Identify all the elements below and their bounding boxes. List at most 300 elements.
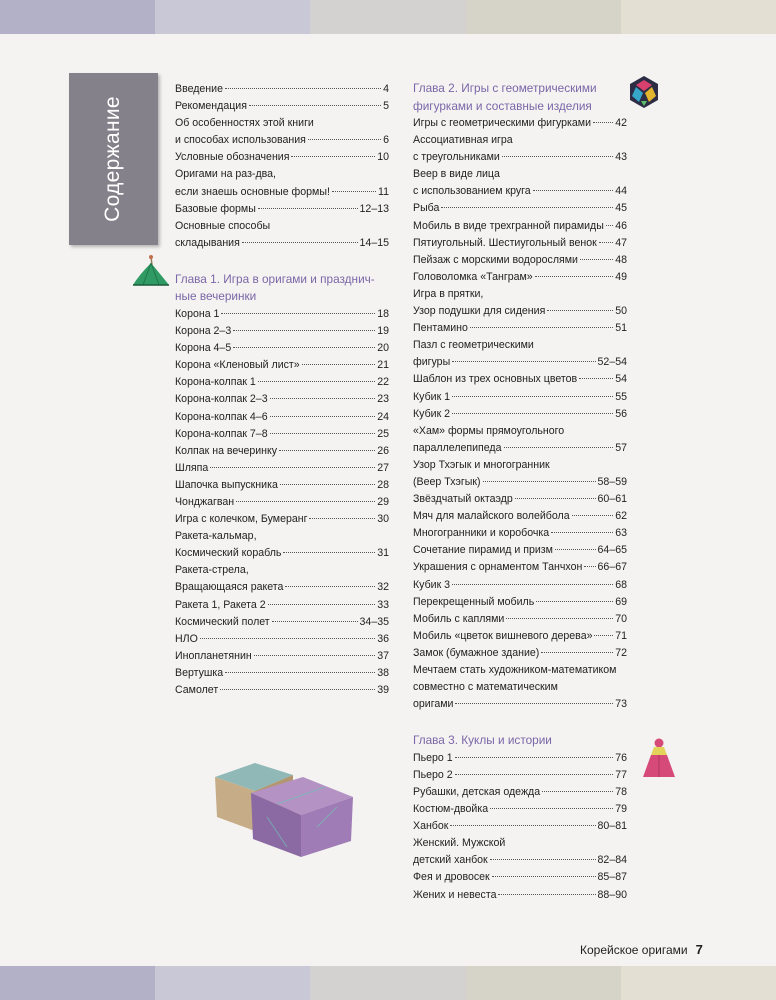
toc-entry-page: 42 bbox=[615, 117, 627, 129]
toc-entry-title: Фея и дровосек bbox=[413, 871, 490, 884]
toc-entry-title: «Хам» формы прямоугольного bbox=[413, 424, 565, 437]
toc-leader-dots bbox=[452, 396, 613, 397]
toc-entry-title: Мечтаем стать художником-математиком bbox=[413, 664, 617, 676]
chapter-heading-line: Глава 1. Игра в оригами и празднич- bbox=[175, 271, 375, 286]
toc-entry-title: Инопланетянин bbox=[175, 649, 252, 662]
toc-entry bbox=[413, 406, 627, 423]
toc-entry bbox=[175, 443, 389, 460]
toc-entry-title: Чонджагван bbox=[175, 495, 235, 508]
toc-entry bbox=[413, 286, 627, 303]
toc-leader-dots bbox=[542, 791, 613, 792]
toc-leader-dots bbox=[270, 433, 376, 434]
toc-leader-dots bbox=[504, 447, 614, 448]
chapter2-list bbox=[413, 115, 627, 713]
toc-entry-title: Ракета-стрела, bbox=[175, 564, 249, 577]
toc-entry bbox=[413, 887, 627, 904]
toc-entry-page: 28 bbox=[377, 478, 389, 491]
footer-book-title: Корейское оригами bbox=[580, 943, 688, 957]
toc-entry-title: Кубик 1 bbox=[413, 390, 451, 403]
toc-entry bbox=[413, 594, 627, 611]
toc-leader-dots bbox=[450, 825, 595, 826]
toc-entry-page: 33 bbox=[377, 598, 389, 611]
toc-leader-dots bbox=[579, 378, 613, 379]
toc-entry-page: 36 bbox=[377, 632, 389, 645]
toc-leader-dots bbox=[200, 638, 375, 639]
toc-leader-dots bbox=[470, 327, 613, 328]
chapter1-list bbox=[175, 306, 389, 699]
toc-entry bbox=[413, 320, 627, 337]
toc-entry-title: Вращающаяся ракета bbox=[175, 581, 284, 594]
toc-entry-page: 64–65 bbox=[597, 544, 627, 557]
toc-entry-page: 47 bbox=[615, 236, 627, 249]
toc-entry-title: Базовые формы bbox=[175, 202, 256, 215]
toc-entry-title: Многогранники и коробочка bbox=[413, 527, 550, 540]
chapter3-list bbox=[413, 750, 627, 904]
toc-entry-page: 69 bbox=[615, 595, 627, 608]
toc-entry-title: Пейзаж с морскими водорослями bbox=[413, 253, 578, 266]
toc-leader-dots bbox=[452, 413, 613, 414]
toc-leader-dots bbox=[594, 635, 613, 636]
toc-entry bbox=[175, 614, 389, 631]
toc-leader-dots bbox=[220, 689, 375, 690]
chapter-heading-line: ные вечеринки bbox=[175, 289, 257, 304]
toc-leader-dots bbox=[279, 450, 375, 451]
toc-entry-page: 57 bbox=[615, 441, 627, 454]
toc-entry-page: 82–84 bbox=[597, 854, 627, 867]
toc-leader-dots bbox=[541, 652, 613, 653]
toc-entry-title: с треугольниками bbox=[413, 151, 500, 164]
toc-entry-page: 31 bbox=[377, 547, 389, 560]
toc-leader-dots bbox=[593, 122, 613, 123]
toc-entry-page: 30 bbox=[377, 513, 389, 526]
toc-entry-title: Корона-колпак 1 bbox=[175, 376, 256, 389]
toc-entry bbox=[175, 166, 389, 183]
chapter1-heading bbox=[175, 271, 389, 306]
toc-entry bbox=[413, 835, 627, 852]
toc-entry-page: 44 bbox=[615, 185, 627, 198]
toc-entry-title: Узор Тхэгык и многогранник bbox=[413, 458, 550, 471]
toc-leader-dots bbox=[502, 156, 613, 157]
toc-entry-title: Корона-колпак 7–8 bbox=[175, 427, 268, 440]
toc-entry-title: НЛО bbox=[175, 632, 198, 645]
toc-entry bbox=[413, 542, 627, 559]
toc-leader-dots bbox=[242, 242, 358, 243]
toc-entry-page: 5 bbox=[383, 100, 389, 113]
toc-entry bbox=[175, 98, 389, 115]
toc-entry-title: и способах использования bbox=[175, 134, 306, 147]
toc-entry-title: Ракета-кальмар, bbox=[175, 530, 257, 543]
bottom-color-strip bbox=[0, 966, 776, 1000]
toc-entry-title: Пазл с геометрическими bbox=[413, 339, 534, 352]
toc-entry bbox=[175, 306, 389, 323]
chapter-heading-line: фигурками и составные изделия bbox=[413, 98, 592, 113]
toc-entry-page: 23 bbox=[377, 393, 389, 406]
toc-entry bbox=[175, 631, 389, 648]
contents-title: Содержание bbox=[101, 96, 124, 222]
toc-leader-dots bbox=[308, 139, 381, 140]
toc-entry-title: Замок (бумажное здание) bbox=[413, 646, 540, 659]
toc-entry bbox=[413, 115, 627, 132]
toc-entry-page: 52–54 bbox=[597, 356, 627, 369]
toc-entry-page: 85–87 bbox=[597, 871, 627, 884]
toc-entry bbox=[175, 426, 389, 443]
toc-entry-page: 24 bbox=[377, 410, 389, 423]
toc-leader-dots bbox=[455, 774, 614, 775]
toc-entry-title: Игра с колечком, Бумеранг bbox=[175, 513, 308, 526]
toc-entry bbox=[413, 801, 627, 818]
toc-entry-title: детский ханбок bbox=[413, 854, 488, 867]
toc-leader-dots bbox=[285, 586, 375, 587]
toc-entry bbox=[175, 340, 389, 357]
toc-entry bbox=[175, 149, 389, 166]
toc-entry bbox=[413, 457, 627, 474]
toc-entry-title: Жених и невеста bbox=[413, 888, 497, 901]
toc-entry-page: 4 bbox=[383, 83, 389, 95]
toc-entry-page: 88–90 bbox=[597, 888, 627, 901]
toc-entry-page: 27 bbox=[377, 461, 389, 474]
toc-entry bbox=[413, 679, 627, 696]
toc-entry-title: Корона-колпак 2–3 bbox=[175, 393, 268, 406]
toc-entry bbox=[413, 491, 627, 508]
toc-leader-dots bbox=[291, 156, 375, 157]
toc-entry-title: Шляпа bbox=[175, 461, 209, 474]
toc-entry-title: параллелепипеда bbox=[413, 441, 502, 454]
toc-entry bbox=[175, 477, 389, 494]
chapter2-heading bbox=[413, 80, 627, 115]
toc-entry-page: 29 bbox=[377, 495, 389, 508]
toc-entry-title: Мобиль «цветок вишневого дерева» bbox=[413, 629, 593, 642]
intro-list bbox=[175, 81, 389, 252]
toc-leader-dots bbox=[283, 552, 375, 553]
toc-entry-page: 39 bbox=[377, 684, 389, 696]
toc-entry-page: 48 bbox=[615, 253, 627, 266]
toc-entry-title: Игра в прятки, bbox=[413, 287, 484, 300]
toc-entry bbox=[413, 784, 627, 801]
toc-entry-title: Космический корабль bbox=[175, 547, 282, 560]
toc-entry-page: 73 bbox=[615, 698, 627, 711]
toc-leader-dots bbox=[536, 601, 613, 602]
toc-leader-dots bbox=[535, 276, 614, 277]
toc-entry-title: Шаблон из трех основных цветов bbox=[413, 373, 578, 386]
toc-leader-dots bbox=[332, 191, 376, 192]
toc-leader-dots bbox=[506, 618, 613, 619]
toc-entry-title: с использованием круга bbox=[413, 185, 531, 198]
toc-entry-page: 34–35 bbox=[359, 615, 389, 628]
toc-leader-dots bbox=[302, 364, 376, 365]
toc-entry bbox=[413, 662, 627, 679]
toc-entry-title: Пьеро 2 bbox=[413, 768, 453, 781]
toc-entry bbox=[413, 645, 627, 662]
toc-entry bbox=[413, 423, 627, 440]
toc-entry-page: 20 bbox=[377, 342, 389, 355]
toc-entry bbox=[175, 235, 389, 252]
toc-entry bbox=[175, 562, 389, 579]
toc-entry-page: 56 bbox=[615, 407, 627, 420]
toc-leader-dots bbox=[580, 259, 613, 260]
toc-entry-page: 72 bbox=[615, 646, 627, 659]
toc-entry bbox=[413, 337, 627, 354]
toc-leader-dots bbox=[309, 518, 375, 519]
toc-leader-dots bbox=[455, 757, 614, 758]
toc-leader-dots bbox=[452, 584, 613, 585]
toc-column-left bbox=[175, 81, 389, 699]
toc-entry-title: Корона 1 bbox=[175, 307, 220, 320]
toc-entry-page: 62 bbox=[615, 510, 627, 523]
toc-entry bbox=[413, 869, 627, 886]
origami-boxes-icon bbox=[207, 757, 377, 857]
toc-leader-dots bbox=[490, 808, 613, 809]
toc-entry-title: складывания bbox=[175, 236, 240, 249]
toc-entry-title: Игры с геометрическими фигурками bbox=[413, 117, 591, 129]
toc-entry bbox=[413, 183, 627, 200]
toc-leader-dots bbox=[254, 655, 375, 656]
toc-entry bbox=[175, 184, 389, 201]
toc-entry-page: 18 bbox=[377, 307, 389, 320]
toc-entry bbox=[413, 474, 627, 491]
toc-entry-page: 78 bbox=[615, 785, 627, 798]
toc-entry-page: 11 bbox=[378, 185, 389, 198]
toc-entry-page: 38 bbox=[377, 666, 389, 679]
toc-leader-dots bbox=[555, 549, 596, 550]
toc-entry-title: Ассоциативная игра bbox=[413, 134, 513, 147]
toc-entry-page: 54 bbox=[615, 373, 627, 386]
toc-entry bbox=[413, 149, 627, 166]
toc-entry bbox=[413, 218, 627, 235]
toc-entry bbox=[413, 200, 627, 217]
toc-entry-title: Головоломка «Танграм» bbox=[413, 270, 533, 283]
toc-leader-dots bbox=[515, 498, 596, 499]
toc-entry-page: 19 bbox=[377, 325, 389, 338]
toc-leader-dots bbox=[272, 621, 358, 622]
party-hat-origami-icon bbox=[131, 253, 171, 295]
toc-leader-dots bbox=[441, 207, 613, 208]
toc-entry-title: если знаешь основные формы! bbox=[175, 185, 330, 198]
toc-entry bbox=[175, 528, 389, 545]
toc-entry-page: 25 bbox=[377, 427, 389, 440]
chapter3-heading bbox=[413, 732, 627, 750]
toc-entry-page: 55 bbox=[615, 390, 627, 403]
toc-entry-page: 14–15 bbox=[359, 236, 389, 249]
contents-title-box bbox=[69, 73, 158, 245]
toc-leader-dots bbox=[572, 515, 614, 516]
toc-entry-page: 79 bbox=[615, 803, 627, 816]
toc-entry-page: 12–13 bbox=[359, 202, 389, 215]
toc-entry-page: 26 bbox=[377, 444, 389, 457]
toc-entry-title: Условные обозначения bbox=[175, 151, 290, 164]
toc-leader-dots bbox=[210, 467, 375, 468]
toc-entry-title: Колпак на вечеринку bbox=[175, 444, 278, 457]
chapter-heading-line: Глава 2. Игры с геометрическими bbox=[413, 81, 597, 95]
toc-entry-title: Перекрещенный мобиль bbox=[413, 595, 535, 608]
toc-leader-dots bbox=[584, 566, 595, 567]
toc-leader-dots bbox=[270, 398, 376, 399]
toc-entry bbox=[413, 371, 627, 388]
top-color-strip bbox=[0, 0, 776, 34]
toc-entry-title: Пьеро 1 bbox=[413, 751, 453, 764]
toc-entry bbox=[175, 682, 389, 699]
toc-entry-title: совместно с математическим bbox=[413, 681, 558, 694]
toc-entry bbox=[413, 525, 627, 542]
toc-entry-page: 51 bbox=[615, 322, 627, 335]
toc-entry-title: фигуры bbox=[413, 356, 451, 369]
toc-leader-dots bbox=[452, 361, 595, 362]
toc-entry bbox=[175, 545, 389, 562]
toc-entry-title: Об особенностях этой книги bbox=[175, 117, 314, 130]
toc-entry bbox=[413, 235, 627, 252]
polyhedron-origami-icon bbox=[627, 75, 661, 109]
toc-entry-page: 50 bbox=[615, 305, 627, 318]
toc-entry-page: 71 bbox=[615, 629, 627, 642]
toc-entry-page: 45 bbox=[615, 202, 627, 215]
toc-entry-page: 80–81 bbox=[597, 820, 627, 833]
page-footer bbox=[580, 942, 703, 957]
toc-leader-dots bbox=[455, 703, 613, 704]
toc-entry bbox=[175, 648, 389, 665]
toc-entry bbox=[413, 767, 627, 784]
toc-entry-page: 60–61 bbox=[597, 493, 627, 506]
toc-entry bbox=[413, 354, 627, 371]
toc-entry-page: 76 bbox=[615, 751, 627, 764]
toc-leader-dots bbox=[268, 604, 376, 605]
toc-entry bbox=[413, 628, 627, 645]
toc-entry bbox=[413, 611, 627, 628]
toc-entry-page: 43 bbox=[615, 151, 627, 164]
toc-entry-page: 63 bbox=[615, 527, 627, 540]
toc-leader-dots bbox=[221, 313, 375, 314]
toc-entry-page: 21 bbox=[377, 359, 389, 372]
toc-leader-dots bbox=[225, 88, 381, 89]
toc-leader-dots bbox=[490, 859, 596, 860]
chapter-heading-line: Глава 3. Куклы и истории bbox=[413, 733, 552, 748]
toc-entry bbox=[413, 132, 627, 149]
toc-entry-title: Ханбок bbox=[413, 820, 449, 833]
toc-leader-dots bbox=[258, 381, 375, 382]
toc-entry-page: 49 bbox=[615, 270, 627, 283]
toc-leader-dots bbox=[258, 208, 358, 209]
hanbok-doll-origami-icon bbox=[642, 737, 676, 779]
toc-leader-dots bbox=[492, 876, 596, 877]
toc-entry bbox=[413, 818, 627, 835]
toc-entry bbox=[175, 81, 389, 98]
toc-entry bbox=[413, 508, 627, 525]
toc-entry-title: Рубашки, детская одежда bbox=[413, 785, 541, 798]
toc-leader-dots bbox=[225, 672, 375, 673]
toc-entry bbox=[413, 166, 627, 183]
toc-entry-title: Рекомендация bbox=[175, 100, 247, 113]
toc-entry bbox=[413, 389, 627, 406]
toc-entry-title: Кубик 2 bbox=[413, 407, 451, 420]
toc-entry bbox=[175, 323, 389, 340]
toc-entry-page: 37 bbox=[377, 649, 389, 662]
toc-entry-title: Костюм-двойка bbox=[413, 803, 489, 816]
toc-entry bbox=[413, 252, 627, 269]
toc-entry-title: Женский. Мужской bbox=[413, 837, 506, 850]
toc-entry bbox=[175, 374, 389, 391]
toc-entry-title: Оригами на раз-два, bbox=[175, 168, 276, 181]
toc-entry bbox=[175, 665, 389, 682]
toc-leader-dots bbox=[233, 330, 375, 331]
toc-entry bbox=[413, 577, 627, 594]
toc-entry-title: Звёздчатый октаэдр bbox=[413, 493, 513, 506]
toc-entry bbox=[413, 303, 627, 320]
toc-entry-title: Космический полет bbox=[175, 615, 270, 628]
toc-entry bbox=[175, 409, 389, 426]
toc-entry bbox=[175, 132, 389, 149]
toc-leader-dots bbox=[547, 310, 613, 311]
toc-entry bbox=[175, 579, 389, 596]
toc-leader-dots bbox=[551, 532, 613, 533]
toc-entry-page: 32 bbox=[377, 581, 389, 594]
toc-leader-dots bbox=[533, 190, 614, 191]
toc-entry-title: Узор подушки для сидения bbox=[413, 305, 546, 318]
toc-entry bbox=[413, 852, 627, 869]
toc-entry-title: Корона 2–3 bbox=[175, 325, 232, 338]
toc-leader-dots bbox=[249, 105, 381, 106]
toc-entry-page: 66–67 bbox=[597, 561, 627, 574]
toc-leader-dots bbox=[233, 347, 375, 348]
toc-leader-dots bbox=[498, 894, 595, 895]
toc-entry-title: Ракета 1, Ракета 2 bbox=[175, 598, 266, 611]
toc-entry-page: 70 bbox=[615, 612, 627, 625]
toc-entry bbox=[175, 494, 389, 511]
toc-entry-title: Пентамино bbox=[413, 322, 468, 335]
toc-entry-page: 68 bbox=[615, 578, 627, 591]
toc-entry-title: Сочетание пирамид и призм bbox=[413, 544, 553, 557]
toc-entry bbox=[175, 511, 389, 528]
toc-entry bbox=[175, 115, 389, 132]
toc-entry bbox=[175, 357, 389, 374]
toc-entry-page: 58–59 bbox=[597, 475, 627, 488]
toc-entry bbox=[175, 391, 389, 408]
toc-entry-title: оригами bbox=[413, 698, 454, 711]
toc-entry-title: Введение bbox=[175, 83, 223, 95]
toc-leader-dots bbox=[483, 481, 596, 482]
toc-entry-title: Мобиль с каплями bbox=[413, 612, 505, 625]
footer-page-number: 7 bbox=[695, 942, 703, 957]
toc-entry bbox=[413, 440, 627, 457]
toc-entry bbox=[413, 269, 627, 286]
toc-entry-title: Веер в виде лица bbox=[413, 168, 500, 181]
toc-entry bbox=[413, 696, 627, 713]
toc-entry-page: 10 bbox=[377, 151, 389, 164]
toc-entry bbox=[175, 201, 389, 218]
toc-entry-title: Кубик 3 bbox=[413, 578, 451, 591]
toc-entry-title: Корона 4–5 bbox=[175, 342, 232, 355]
toc-entry bbox=[413, 750, 627, 767]
toc-entry-title: Основные способы bbox=[175, 219, 271, 232]
toc-entry bbox=[175, 460, 389, 477]
toc-entry-title: Пятиугольный. Шестиугольный венок bbox=[413, 236, 597, 249]
toc-column-right bbox=[413, 80, 627, 904]
toc-entry-page: 46 bbox=[615, 219, 627, 232]
toc-leader-dots bbox=[606, 225, 613, 226]
toc-entry-title: Мяч для малайского волейбола bbox=[413, 510, 570, 523]
toc-entry-title: Мобиль в виде трехгранной пирамиды bbox=[413, 219, 604, 232]
toc-entry-title: Корона «Кленовый лист» bbox=[175, 359, 300, 372]
toc-leader-dots bbox=[236, 501, 375, 502]
toc-entry-title: Корона-колпак 4–6 bbox=[175, 410, 268, 423]
toc-entry-page: 77 bbox=[615, 768, 627, 781]
toc-entry bbox=[175, 597, 389, 614]
toc-entry-title: Украшения с орнаментом Танчхон bbox=[413, 561, 583, 574]
toc-entry-page: 22 bbox=[377, 376, 389, 389]
toc-entry-title: Рыба bbox=[413, 202, 440, 215]
toc-entry bbox=[413, 559, 627, 576]
toc-leader-dots bbox=[270, 416, 376, 417]
toc-entry bbox=[175, 218, 389, 235]
toc-entry-page: 6 bbox=[383, 134, 389, 147]
toc-entry-title: (Веер Тхэгык) bbox=[413, 475, 481, 488]
